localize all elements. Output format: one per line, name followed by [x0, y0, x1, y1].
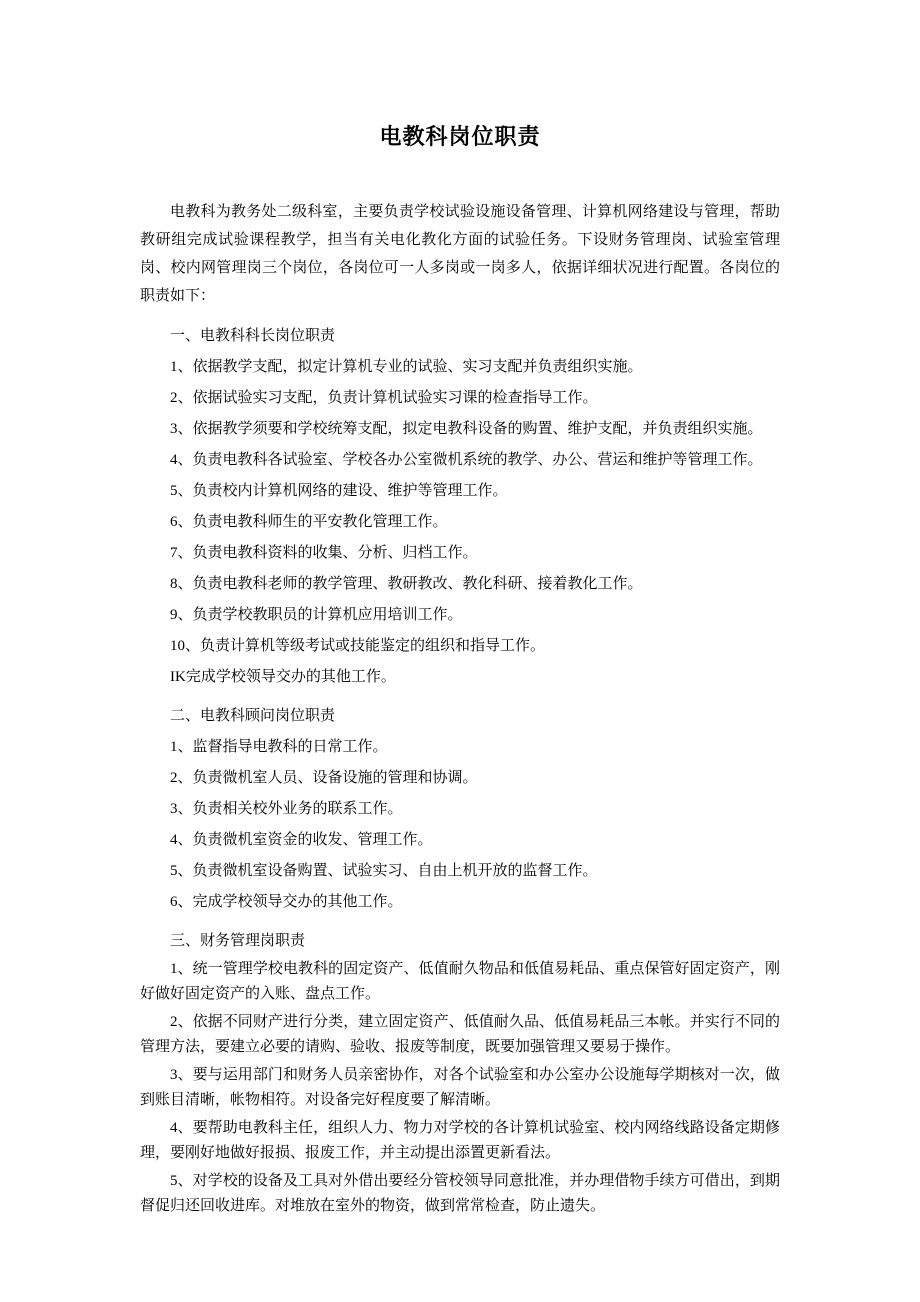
intro-paragraph: 电教科为教务处二级科室，主要负责学校试验设施设备管理、计算机网络建设与管理，帮助教研组完成试验课程教学，担当有关电化教化方面的试验任务。下设财务管理岗、试验室管理岗、校内网管理岗三个岗位，各岗位可一人多岗或一岗多人，依据详细状况进行配置。各岗位的职责如下： [140, 204, 780, 304]
section-heading: 一、电教科科长岗位职责 [170, 328, 336, 344]
duty-paragraph: 3、要与运用部门和财务人员亲密协作，对各个试验室和办公室办公设施每学期核对一次，做到账目清晰，帐物相符。对设备完好程度要了解清晰。 [140, 1067, 780, 1108]
duty-item: 4、负责微机室资金的收发、管理工作。 [170, 832, 433, 848]
duty-item: 2、依据试验实习支配，负责计算机试验实习课的检查指导工作。 [170, 390, 598, 406]
duty-paragraph: 2、依据不同财产进行分类，建立固定资产、低值耐久品、低值易耗品三本帐。并实行不同的管理方法，要建立必要的请购、验收、报废等制度，既要加强管理又要易于操作。 [140, 1014, 780, 1055]
section-finance-duties [140, 928, 780, 1219]
duty-item: 4、负责电教科各试验室、学校各办公室微机系统的教学、办公、营运和维护等管理工作。 [170, 452, 763, 468]
duty-item: 8、负责电教科老师的教学管理、教研教改、教化科研、接着教化工作。 [170, 576, 643, 592]
duty-item: 1、监督指导电教科的日常工作。 [170, 739, 388, 755]
section-director-duties [140, 323, 780, 690]
duty-item: 3、负责相关校外业务的联系工作。 [170, 801, 403, 817]
duty-item: 1、依据教学支配，拟定计算机专业的试验、实习支配并负责组织实施。 [170, 359, 643, 375]
duty-item: 10、负责计算机等级考试或技能鉴定的组织和指导工作。 [170, 638, 546, 654]
document-title: 电教科岗位职责 [379, 124, 541, 149]
duty-item: 2、负责微机室人员、设备设施的管理和协调。 [170, 770, 478, 786]
section-heading: 二、电教科顾问岗位职责 [170, 708, 336, 724]
duty-item: 6、负责电教科师生的平安教化管理工作。 [170, 514, 448, 530]
duty-paragraph: 5、对学校的设备及工具对外借出要经分管校领导同意批准，并办理借物手续方可借出，到期督促归还回收进库。对堆放在室外的物资，做到常常检查，防止遗失。 [140, 1173, 780, 1214]
duty-item: 7、负责电教科资料的收集、分析、归档工作。 [170, 545, 478, 561]
section-advisor-duties [140, 703, 780, 915]
section-heading: 三、财务管理岗职责 [170, 933, 306, 949]
duty-item: 6、完成学校领导交办的其他工作。 [170, 894, 403, 910]
duty-paragraph: 4、要帮助电教科主任，组织人力、物力对学校的各计算机试验室、校内网络线路设备定期修理，要刚好地做好报损、报废工作，并主动提出添置更新看法。 [140, 1120, 780, 1161]
duty-paragraph: 1、统一管理学校电教科的固定资产、低值耐久物品和低值易耗品、重点保管好固定资产，刚好做好固定资产的入账、盘点工作。 [140, 961, 780, 1002]
duty-item: 3、依据教学须要和学校统筹支配，拟定电教科设备的购置、维护支配，并负责组织实施。 [170, 421, 763, 437]
duty-item: 9、负责学校教职员的计算机应用培训工作。 [170, 607, 463, 623]
duty-item: 5、负责校内计算机网络的建设、维护等管理工作。 [170, 483, 508, 499]
duty-item: IK完成学校领导交办的其他工作。 [170, 669, 396, 685]
duty-item: 5、负责微机室设备购置、试验实习、自由上机开放的监督工作。 [170, 863, 598, 879]
